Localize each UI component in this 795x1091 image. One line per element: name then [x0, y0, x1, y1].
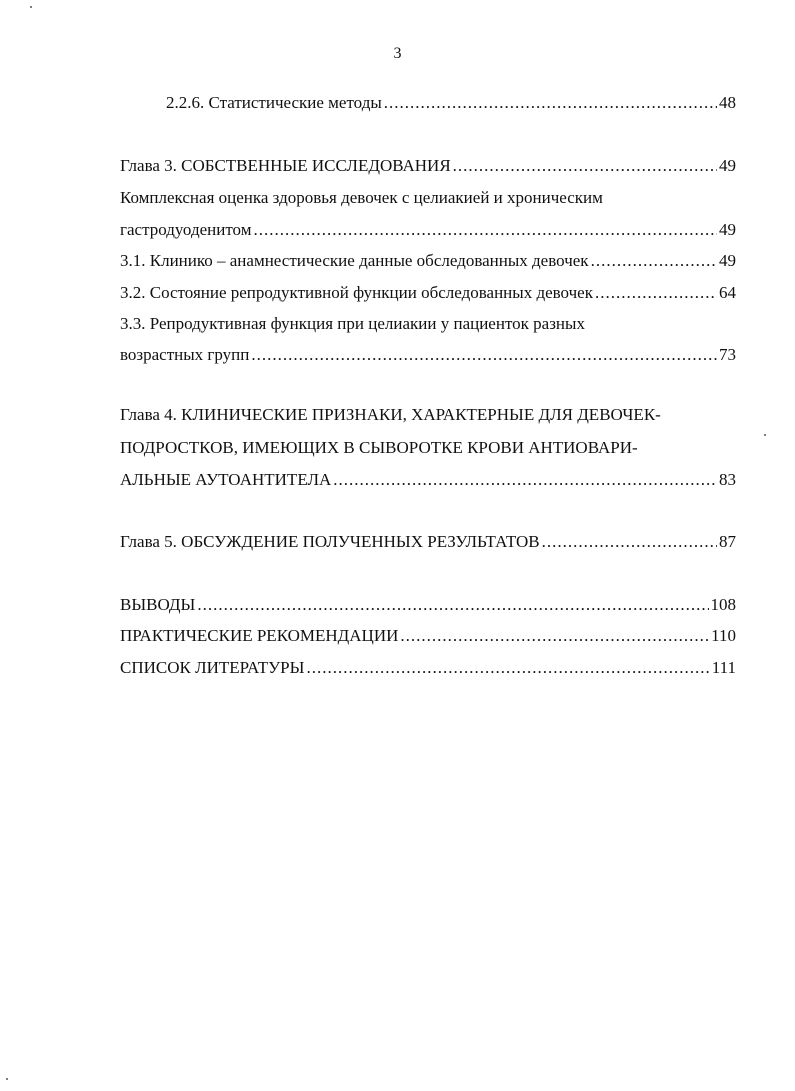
toc-entry-chapter-4-line2: ПОДРОСТКОВ, ИМЕЮЩИХ В СЫВОРОТКЕ КРОВИ АНТИОВАРИ- [120, 438, 638, 457]
toc-title: возрастных групп [120, 345, 250, 364]
toc-entry-complex-line1: Комплексная оценка здоровья девочек с целиакией и хроническим [120, 188, 603, 207]
toc-page: 48 [719, 93, 736, 112]
toc-page: 49 [719, 156, 736, 175]
toc-title: 2.2.6. Статистические методы [166, 93, 382, 112]
toc-entry-chapter-3 [120, 155, 736, 177]
dot-leader [333, 469, 717, 491]
toc-page: 83 [719, 470, 736, 489]
toc-title: СПИСОК ЛИТЕРАТУРЫ [120, 658, 305, 677]
toc-page: 108 [710, 595, 736, 614]
toc-page: 64 [719, 283, 736, 302]
toc-title: ПРАКТИЧЕСКИЕ РЕКОМЕНДАЦИИ [120, 626, 399, 645]
toc-title: 3.2. Состояние репродуктивной функции обследованных девочек [120, 283, 593, 302]
toc-page: 49 [719, 220, 736, 239]
toc-entry-3-1 [120, 250, 736, 272]
dot-leader [542, 531, 717, 553]
dot-leader [306, 657, 709, 679]
dot-leader [400, 625, 709, 647]
dot-leader [384, 92, 717, 114]
toc-title: АЛЬНЫЕ АУТОАНТИТЕЛА [120, 470, 332, 489]
toc-entry-complex [120, 219, 736, 241]
dot-leader [453, 155, 717, 177]
scan-speck [764, 434, 766, 436]
toc-page: 111 [711, 658, 736, 677]
toc-title: Глава 3. СОБСТВЕННЫЕ ИССЛЕДОВАНИЯ [120, 156, 451, 175]
toc-entry-conclusions [120, 594, 736, 616]
toc-entry-3-3-line1: 3.3. Репродуктивная функция при целиакии у пациенток разных [120, 314, 585, 333]
toc-entry-references [120, 657, 736, 679]
toc-page: 73 [719, 345, 736, 364]
toc-entry-3-2 [120, 282, 736, 304]
scan-speck [30, 6, 32, 8]
toc-entry-3-3 [120, 344, 736, 366]
toc-title: Глава 5. ОБСУЖДЕНИЕ ПОЛУЧЕННЫХ РЕЗУЛЬТАТОВ [120, 532, 540, 551]
toc-entry-recommendations [120, 625, 736, 647]
dot-leader [251, 344, 717, 366]
toc-entry-chapter-4 [120, 469, 736, 491]
dot-leader [253, 219, 717, 241]
toc-title: ВЫВОДЫ [120, 595, 196, 614]
toc-entry-chapter-5 [120, 531, 736, 553]
dot-leader [197, 594, 708, 616]
dot-leader [595, 282, 717, 304]
dot-leader [591, 250, 717, 272]
toc-page: 49 [719, 251, 736, 270]
scan-speck [6, 1078, 8, 1080]
toc-title: гастродуоденитом [120, 220, 252, 239]
toc-page: 87 [719, 532, 736, 551]
toc-entry-2-2-6 [166, 92, 736, 114]
page-number: 3 [393, 45, 402, 62]
toc-entry-chapter-4-line1: Глава 4. КЛИНИЧЕСКИЕ ПРИЗНАКИ, ХАРАКТЕРНЫЕ ДЛЯ ДЕВОЧЕК- [120, 405, 661, 424]
toc-page: 110 [711, 626, 736, 645]
toc-title: 3.1. Клинико – анамнестические данные обследованных девочек [120, 251, 589, 270]
